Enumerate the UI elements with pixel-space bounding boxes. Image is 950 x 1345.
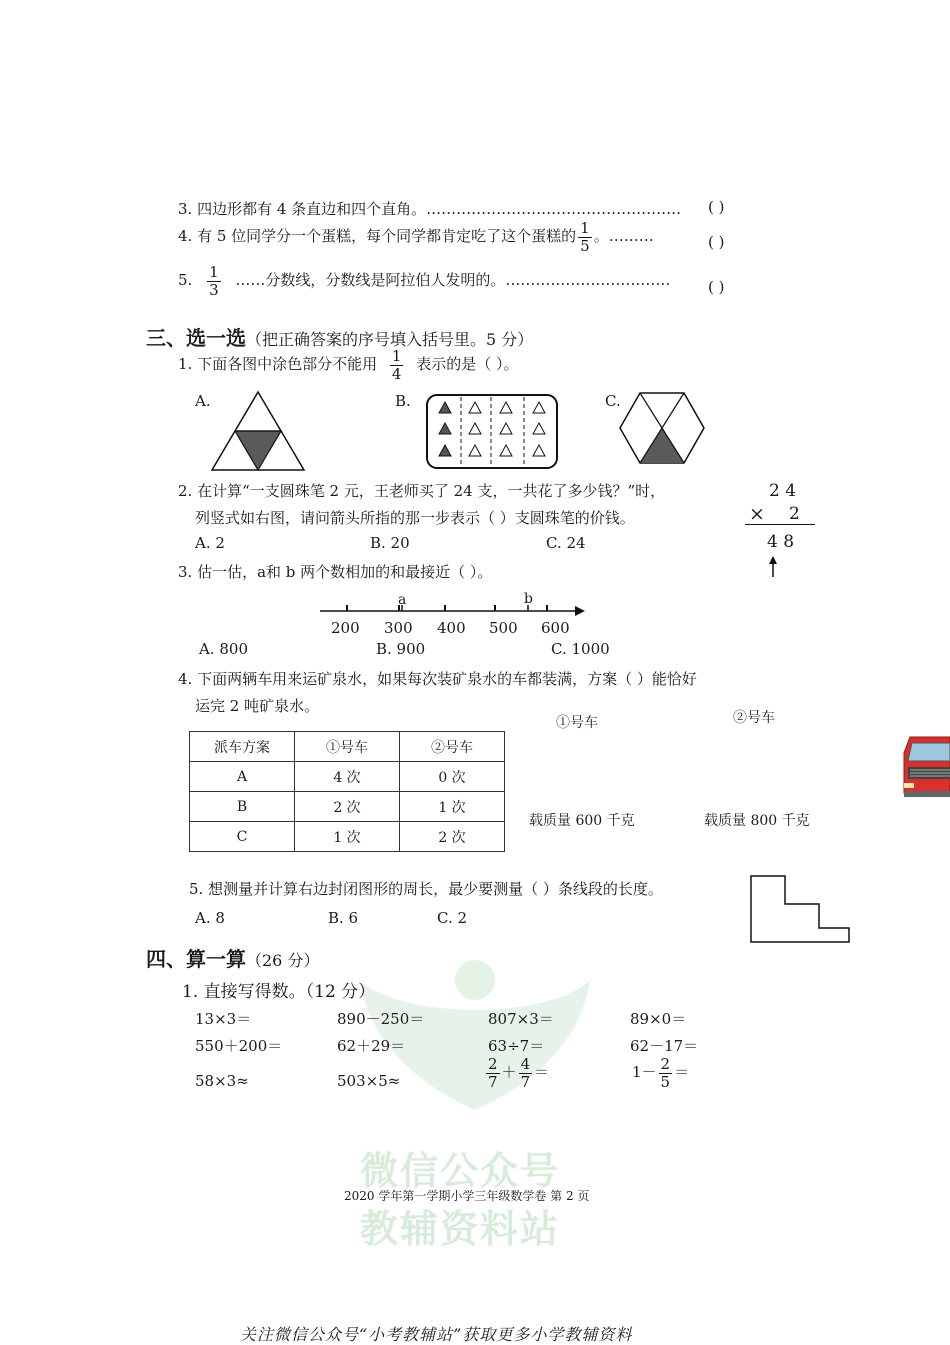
fraction: $\frac{1}{3}$ xyxy=(209,263,219,299)
figure-b-triangles-grid xyxy=(425,393,560,471)
truck-2-label: ②号车 xyxy=(733,710,775,726)
vertical-multiplication: 2 4 × 2 4 8 xyxy=(745,478,817,578)
watermark-line2: 教辅资料站 xyxy=(360,1207,561,1251)
watermark-line1: 微信公众号 xyxy=(360,1149,561,1193)
option-b: B. 6 xyxy=(328,909,359,927)
choice-q4-line1: 4. 下面两辆车用来运矿泉水，如果每次装矿泉水的车都装满，方案（ ）能恰好 xyxy=(178,670,697,688)
option-c-label: C. xyxy=(605,392,621,410)
option-b: B. 20 xyxy=(370,534,410,552)
choice-q2-line1: 2. 在计算“一支圆珠笔 2 元，王老师买了 24 支，一共花了多少钱？”时， xyxy=(178,482,666,500)
fraction: $\frac{2}{7}$ xyxy=(488,1055,498,1091)
choice-q3: 3. 估一估，a和 b 两个数相加的和最接近（ ）。 xyxy=(178,563,493,581)
option-c: C. 24 xyxy=(546,534,586,552)
calc-item: 550＋200＝ xyxy=(195,1037,283,1055)
judge-q5: 5. $\frac{1}{3}$ ……分数线，分数线是阿拉伯人发明的。…………………………… xyxy=(178,263,671,299)
tick-label: 500 xyxy=(489,619,518,637)
fraction: $\frac{1}{4}$ xyxy=(391,347,402,383)
staircase-figure xyxy=(749,874,853,946)
promo-line: 关注微信公众号“小考教辅站”获取更多小学教辅资料 xyxy=(240,1325,633,1344)
truck-icon xyxy=(900,733,950,801)
calc-item: 62＋29＝ xyxy=(337,1037,406,1055)
calc-item: 63÷7＝ xyxy=(488,1037,545,1055)
fraction: $\frac{2}{5}$ xyxy=(660,1055,671,1091)
table-header-row: 派车方案 ①号车 ②号车 xyxy=(190,732,505,762)
option-a: A. 2 xyxy=(195,534,225,552)
calc-item: 503×5≈ xyxy=(337,1072,401,1090)
fraction: $\frac{1}{5}$ xyxy=(580,219,590,255)
tick-label: 200 xyxy=(331,619,360,637)
dispatch-plan-table xyxy=(189,731,505,852)
judge-q3: 3. 四边形都有 4 条直边和四个直角。…………………………………………… xyxy=(178,200,682,218)
number-line xyxy=(315,596,590,618)
choice-q1: 1. 下面各图中涂色部分不能用 $\frac{1}{4}$ 表示的是（ ）。 xyxy=(178,347,519,383)
section-4-heading: 四、算一算（26 分） xyxy=(146,947,320,971)
table-row: B 2 次 1 次 xyxy=(190,792,505,822)
point-a-label: a xyxy=(398,592,407,608)
table-row: C 1 次 2 次 xyxy=(190,822,505,852)
option-c: C. 2 xyxy=(437,909,468,927)
calc-item: 890－250＝ xyxy=(337,1010,425,1028)
option-a-label: A. xyxy=(195,392,211,410)
figure-a-triangle xyxy=(210,390,306,472)
judge-q4: 4. 有 5 位同学分一个蛋糕，每个同学都肯定吃了这个蛋糕的 $\frac{1}{5}$ 。……… xyxy=(178,219,654,255)
tick-label: 600 xyxy=(541,619,570,637)
arrow-up-icon xyxy=(767,556,779,578)
calc-fraction-sum: $\frac{2}{7}$ ＋ $\frac{4}{7}$ ＝ xyxy=(488,1055,550,1091)
choice-q4-line2: 运完 2 吨矿泉水。 xyxy=(195,697,320,715)
option-b-label: B. xyxy=(395,392,411,410)
calc-item: 62－17＝ xyxy=(630,1037,699,1055)
calc-item: 58×3≈ xyxy=(195,1072,249,1090)
sub-question-1: 1. 直接写得数。（12 分） xyxy=(182,982,376,1002)
table-row: A 4 次 0 次 xyxy=(190,762,505,792)
tick-label: 400 xyxy=(437,619,466,637)
point-b-label: b xyxy=(524,591,533,607)
fraction: $\frac{4}{7}$ xyxy=(520,1055,531,1091)
option-b: B. 900 xyxy=(376,640,426,658)
tick-label: 300 xyxy=(384,619,413,637)
calc-item: 13×3＝ xyxy=(195,1010,252,1028)
answer-paren[interactable]: ( ) xyxy=(708,233,725,251)
option-a: A. 8 xyxy=(195,909,225,927)
answer-paren[interactable]: ( ) xyxy=(708,278,725,296)
truck-1-capacity: 载质量 600 千克 xyxy=(529,813,635,829)
option-c: C. 1000 xyxy=(551,640,610,658)
truck-2-capacity: 载质量 800 千克 xyxy=(704,813,810,829)
section-3-heading: 三、选一选（把正确答案的序号填入括号里。5 分） xyxy=(146,326,534,350)
choice-q2-line2: 列竖式如右图，请问箭头所指的那一步表示（ ）支圆珠笔的价钱。 xyxy=(195,509,635,527)
page-footer: 2020 学年第一学期小学三年级数学卷 第 2 页 xyxy=(344,1189,590,1203)
choice-q5: 5. 想测量并计算右边封闭图形的周长，最少要测量（ ）条线段的长度。 xyxy=(189,880,663,898)
figure-c-hexagon xyxy=(618,391,706,465)
answer-paren[interactable]: ( ) xyxy=(708,198,725,216)
calc-fraction-diff: 1－ $\frac{2}{5}$ ＝ xyxy=(632,1055,690,1091)
option-a: A. 800 xyxy=(199,640,248,658)
calc-item: 89×0＝ xyxy=(630,1010,687,1028)
truck-1-label: ①号车 xyxy=(556,715,598,731)
calc-item: 807×3＝ xyxy=(488,1010,554,1028)
